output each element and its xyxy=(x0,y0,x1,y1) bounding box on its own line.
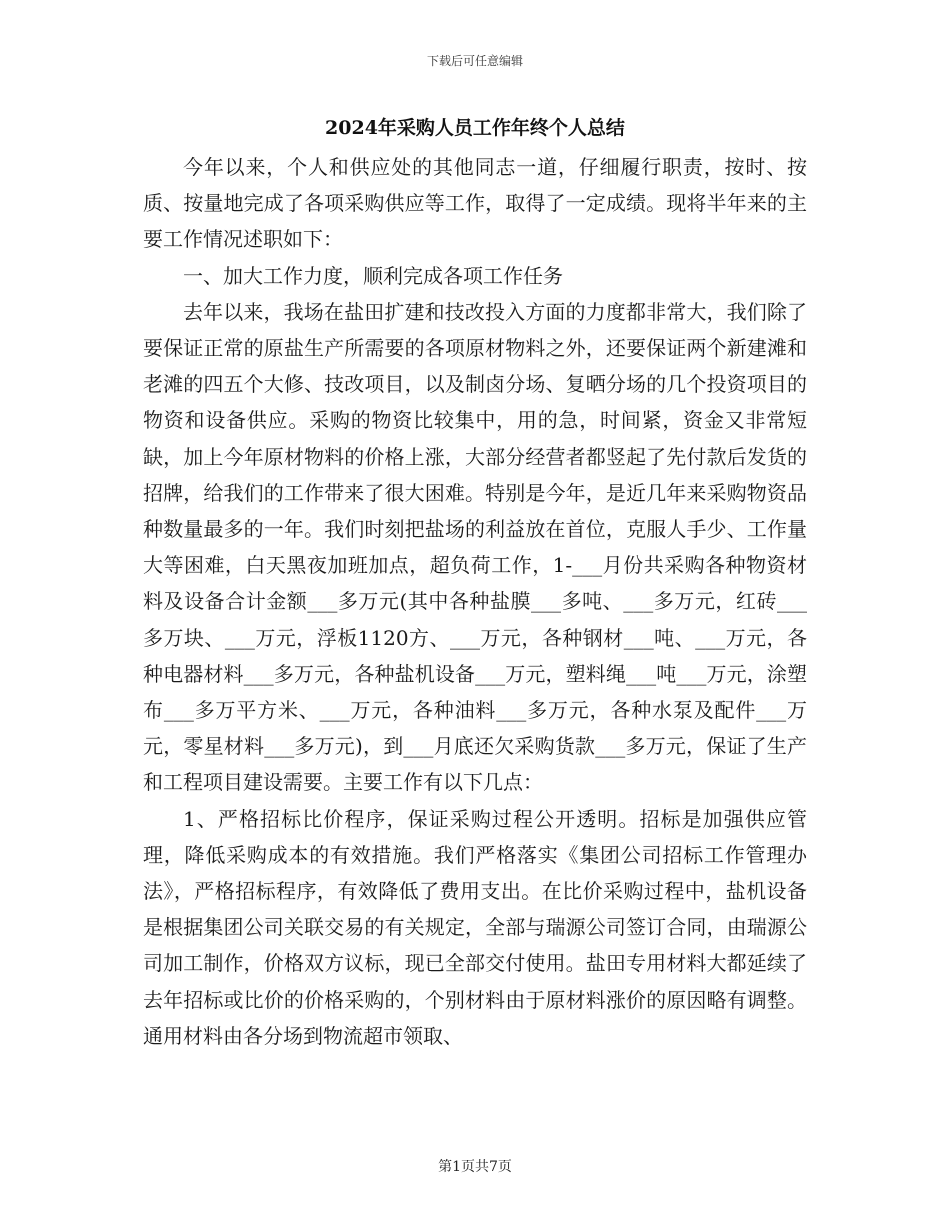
document-body xyxy=(143,149,807,1054)
page-number: 第1页共7页 xyxy=(438,1159,512,1175)
paragraph-point-1: 1、严格招标比价程序，保证采购过程公开透明。招标是加强供应管理，降低采购成本的有效措施。我们严格落实《集团公司招标工作管理办法》，严格招标程序，有效降低了费用支出。在比价采购过程中，盐机设备是根据集团公司关联交易的有关规定，全部与瑞源公司签订合同，由瑞源公司加工制作，价格双方议标，现已全部交付使用。盐田专用材料大都延续了去年招标或比价的价格采购的，个别材料由于原材料涨价的原因略有调整。通用材料由各分场到物流超市领取、 xyxy=(143,806,807,1048)
paragraph-work-summary: 去年以来，我场在盐田扩建和技改投入方面的力度都非常大，我们除了要保证正常的原盐生产所需要的各项原材物料之外，还要保证两个新建滩和老滩的四五个大修、技改项目，以及制卤分场、复晒分场的几个投资项目的物资和设备供应。采购的物资比较集中，用的急，时间紧，资金又非常短缺，加上今年原材物料的价格上涨，大部分经营者都竖起了先付款后发货的招牌，给我们的工作带来了很大困难。特别是今年，是近几年来采购物资品种数量最多的一年。我们时刻把盐场的利益放在首位，克服人手少、工作量大等困难，白天黑夜加班加点，超负荷工作，1-___月份共采购各种物资材料及设备合计金额___多万元(其中各种盐膜___多吨、___多万元，红砖___多万块、___万元，浮板1120方、___万元，各种钢材___吨、___万元，各种电器材料___多万元，各种盐机设备___万元，塑料绳___吨___万元，涂塑布___多万平方米、___万元，各种油料___多万元，各种水泵及配件___万元，零星材料___多万元)，到___月底还欠采购货款___多万元，保证了生产和工程项目建设需要。主要工作有以下几点： xyxy=(143,299,807,795)
paragraph-intro: 今年以来，个人和供应处的其他同志一道，仔细履行职责，按时、按质、按量地完成了各项采购供应等工作，取得了一定成绩。现将半年来的主要工作情况述职如下： xyxy=(143,155,807,252)
document-title: 2024年采购人员工作年终个人总结 xyxy=(325,117,625,139)
section-heading-1: 一、加大工作力度，顺利完成各项工作任务 xyxy=(183,263,563,288)
page-header-note: 下载后可任意编辑 xyxy=(426,54,523,68)
